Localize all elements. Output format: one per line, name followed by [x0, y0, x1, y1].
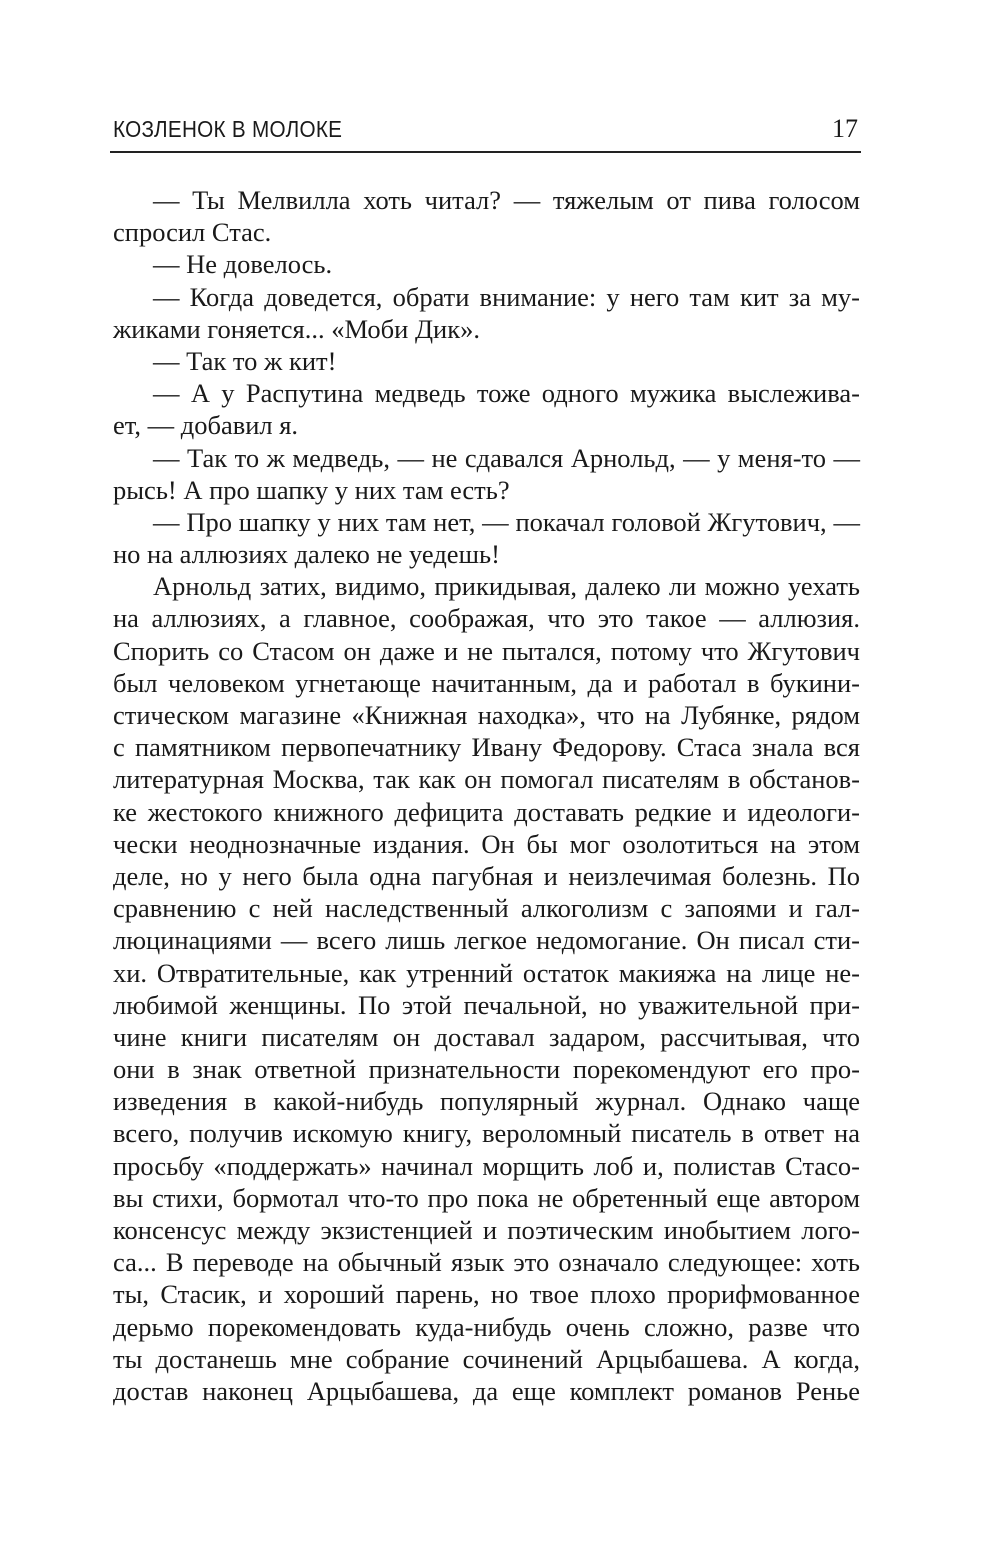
text-line: на аллюзиях, а главное, соображая, что это такое — аллюзия.: [113, 603, 860, 634]
text-line: — Ты Мелвилла хоть читал? — тяжелым от пива голосом: [153, 185, 860, 215]
text-line: Спорить со Стасом он даже и не пытался, потому что Жгутович: [113, 635, 860, 666]
paragraph: [113, 345, 860, 377]
text-line: сравнению с ней наследственный алкоголизм с запоями и гал-: [113, 893, 860, 924]
text-line: достав наконец Арцыбашева, да еще комплект романов Ренье: [113, 1375, 860, 1406]
text-line: ты, Стасик, и хороший парень, но твое плохо прорифмованное: [113, 1279, 860, 1310]
page-number: 17: [832, 114, 858, 143]
text-line: стическом магазине «Книжная находка», что на Лубянке, рядом: [113, 700, 860, 730]
text-line: — Так то ж медведь, — не сдавался Арнольд, — у меня-то —: [153, 442, 860, 473]
text-line: — Когда доведется, обрати внимание: у него там кит за му-: [153, 281, 860, 312]
paragraph: [113, 506, 860, 570]
text-line: ет, — добавил я.: [113, 410, 299, 441]
running-title: КОЗЛЕНОК В МОЛОКЕ: [113, 116, 343, 142]
text-line: жиками гоняется... «Моби Дик».: [113, 313, 480, 344]
text-line: люцинациями — всего лишь легкое недомогание. Он писал сти-: [113, 925, 860, 956]
text-line: литературная Москва, так как он помогал писателям в обстанов-: [113, 764, 860, 795]
paragraph: [113, 184, 860, 248]
text-line: вы стихи, бормотал что-то про пока не обретенный еще автором: [113, 1182, 860, 1213]
paragraph: [113, 442, 860, 506]
text-line: чине книги писателям он доставал задаром, рассчитывая, что: [113, 1021, 860, 1052]
text-line: просьбу «поддержать» начинал морщить лоб и, полистав Стасо-: [113, 1150, 860, 1181]
text-line: чески неоднозначные издания. Он бы мог озолотиться на этом: [113, 828, 860, 859]
running-header: [113, 112, 860, 148]
text-line: хи. Отвратительные, как утренний остаток макияжа на лице не-: [113, 957, 860, 988]
text-line: любимой женщины. По этой печальной, но уважительной при-: [113, 989, 860, 1020]
text-line: изведения в какой-нибудь популярный журнал. Однако чаще: [113, 1086, 860, 1117]
text-line: всего, получив искомую книгу, вероломный писатель в ответ на: [113, 1118, 860, 1149]
text-line: деле, но у него была одна пагубная и неизлечимая болезнь. По: [113, 860, 860, 891]
text-line: Арнольд затих, видимо, прикидывая, далеко ли можно уехать: [153, 571, 860, 602]
header-rule: [110, 151, 861, 153]
text-line: дерьмо порекомендовать куда-нибудь очень сложно, разве что: [113, 1311, 860, 1342]
text-line: с памятником первопечатнику Ивану Федорову. Стаса знала вся: [113, 732, 860, 763]
text-line: ке жестокого книжного дефицита доставать редкие и идеологи-: [113, 796, 860, 827]
text-line: они в знак ответной признательности порекомендуют его про-: [113, 1054, 860, 1085]
text-line: ты достанешь мне собрание сочинений Арцыбашева. А когда,: [113, 1343, 860, 1374]
text-line: — Так то ж кит!: [153, 345, 337, 376]
text-line: но на аллюзиях далеко не уедешь!: [113, 539, 500, 570]
paragraph: [113, 281, 860, 345]
paragraph: [113, 248, 860, 280]
text-line: — Про шапку у них там нет, — покачал головой Жгутович, —: [153, 506, 860, 537]
paragraph: [113, 570, 860, 1407]
text-line: — А у Распутина медведь тоже одного мужика выслежива-: [153, 378, 860, 409]
text-line: са... В переводе на обычный язык это означало следующее: хоть: [113, 1247, 860, 1278]
text-line: рысь! А про шапку у них там есть?: [113, 474, 510, 505]
paragraph: [113, 377, 860, 441]
text-line: спросил Стас.: [113, 217, 272, 248]
text-line: — Не довелось.: [153, 249, 333, 280]
body-text: [113, 184, 860, 1407]
text-line: был человеком угнетающе начитанным, да и работал в букини-: [113, 667, 860, 698]
text-line: консенсус между экзистенцией и поэтическим инобытием лого-: [113, 1215, 860, 1245]
